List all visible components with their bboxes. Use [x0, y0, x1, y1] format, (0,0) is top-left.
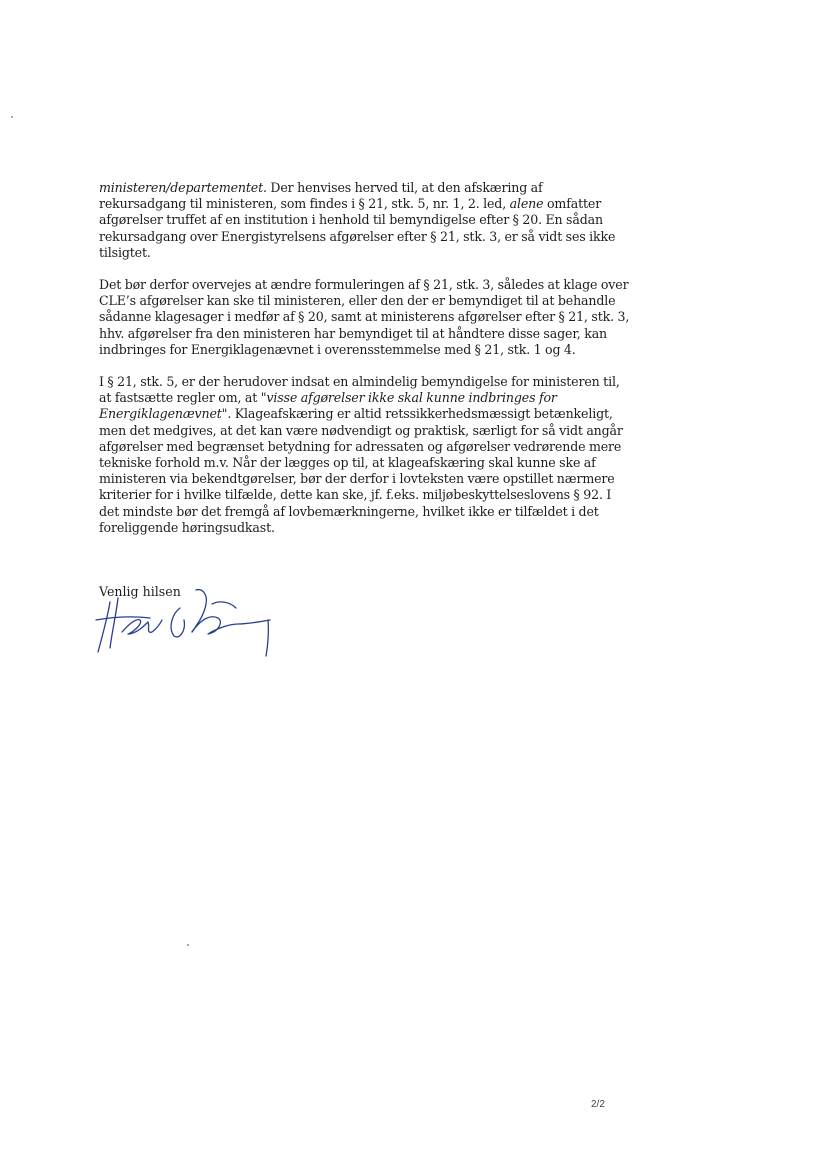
- text-line: [99, 455, 599, 471]
- body-paragraph: [99, 180, 616, 261]
- body-paragraph: [99, 374, 623, 536]
- closing-salutation: Venlig hilsen: [99, 584, 181, 599]
- text-line: [99, 438, 622, 455]
- text-line: [99, 406, 613, 422]
- text-run: indbringes for Energiklagenævnet i overensstemmelse med § 21, stk. 1 og 4.: [99, 341, 576, 357]
- text-run: omfatter: [543, 196, 602, 212]
- text-line: [99, 309, 630, 325]
- text-run: tekniske forhold m.v. Når der lægges op til, at klageafskæring skal kunne ske af: [99, 455, 596, 471]
- text-run: afgørelser med begrænset betydning for adressaten og afgørelser vedrørende mere: [99, 438, 622, 454]
- text-run: rekursadgang til ministeren, som findes i § 21, stk. 5, nr. 1, 2. led,: [99, 196, 510, 212]
- text-line: [99, 422, 623, 439]
- italic-text: alene: [509, 196, 544, 212]
- text-run: ministeren via bekendtgørelser, bør der derfor i lovteksten være opstillet nærmere: [99, 471, 615, 487]
- text-run: men det medgives, at det kan være nødvendigt og praktisk, særligt for så vidt angår: [99, 422, 623, 438]
- text-line: [99, 471, 615, 487]
- text-line: [99, 245, 599, 261]
- scan-speck: [187, 944, 189, 946]
- text-run: rekursadgang over Energistyrelsens afgørelser efter § 21, stk. 3, er så vidt ses ikke: [99, 228, 616, 244]
- text-line: [99, 212, 603, 228]
- text-run: sådanne klagesager i medfør af § 20, samt at ministerens afgørelser efter § 21, stk. 3,: [99, 309, 630, 325]
- text-run: CLE’s afgørelser kan ske til ministeren, eller den der er bemyndiget til at behandle: [99, 293, 616, 309]
- text-line: [99, 180, 599, 196]
- text-line: [99, 520, 599, 536]
- body-paragraph: [99, 277, 630, 358]
- text-run: tilsigtet.: [99, 244, 151, 260]
- text-line: [99, 342, 599, 358]
- text-run: hhv. afgørelser fra den ministeren har bemyndiget til at håndtere disse sager, kan: [99, 325, 608, 341]
- scan-speck: [11, 116, 13, 118]
- text-run: det mindste bør det fremgå af lovbemærkningerne, hvilket ikke er tilfældet i det: [99, 503, 599, 519]
- handwritten-signature: [88, 580, 288, 660]
- text-line: [99, 504, 599, 520]
- text-line: [99, 293, 616, 309]
- text-line: [99, 196, 602, 212]
- text-run: at fastsætte regler om, at: [99, 390, 261, 406]
- text-line: [99, 390, 599, 406]
- text-run: foreliggende høringsudkast.: [99, 519, 275, 535]
- text-line: [99, 325, 608, 342]
- text-line: [99, 228, 616, 245]
- italic-text: "visse afgørelser ikke skal kunne indbringes for: [260, 390, 557, 406]
- italic-text: ministeren/departementet.: [99, 180, 267, 195]
- text-run: I § 21, stk. 5, er der herudover indsat en almindelig bemyndigelse for ministeren til,: [99, 374, 620, 390]
- text-run: kriterier for i hvilke tilfælde, dette kan ske, jf. f.eks. miljøbeskyttelseslovens § 92. I: [99, 487, 612, 503]
- text-run: Der henvises herved til, at den afskæring af: [266, 180, 543, 195]
- text-run: Klageafskæring er altid retssikkerhedsmæssigt betænkeligt,: [231, 406, 613, 422]
- text-run: afgørelser truffet af en institution i henhold til bemyndigelse efter § 20. En sådan: [99, 212, 603, 228]
- page-number: 2/2: [591, 1099, 605, 1110]
- text-line: [99, 374, 620, 390]
- text-line: [99, 487, 612, 503]
- italic-text: Energiklagenævnet".: [99, 406, 232, 422]
- text-line: [99, 277, 629, 293]
- letter-body: [99, 180, 630, 552]
- text-run: Det bør derfor overvejes at ændre formuleringen af § 21, stk. 3, således at klage over: [99, 277, 629, 293]
